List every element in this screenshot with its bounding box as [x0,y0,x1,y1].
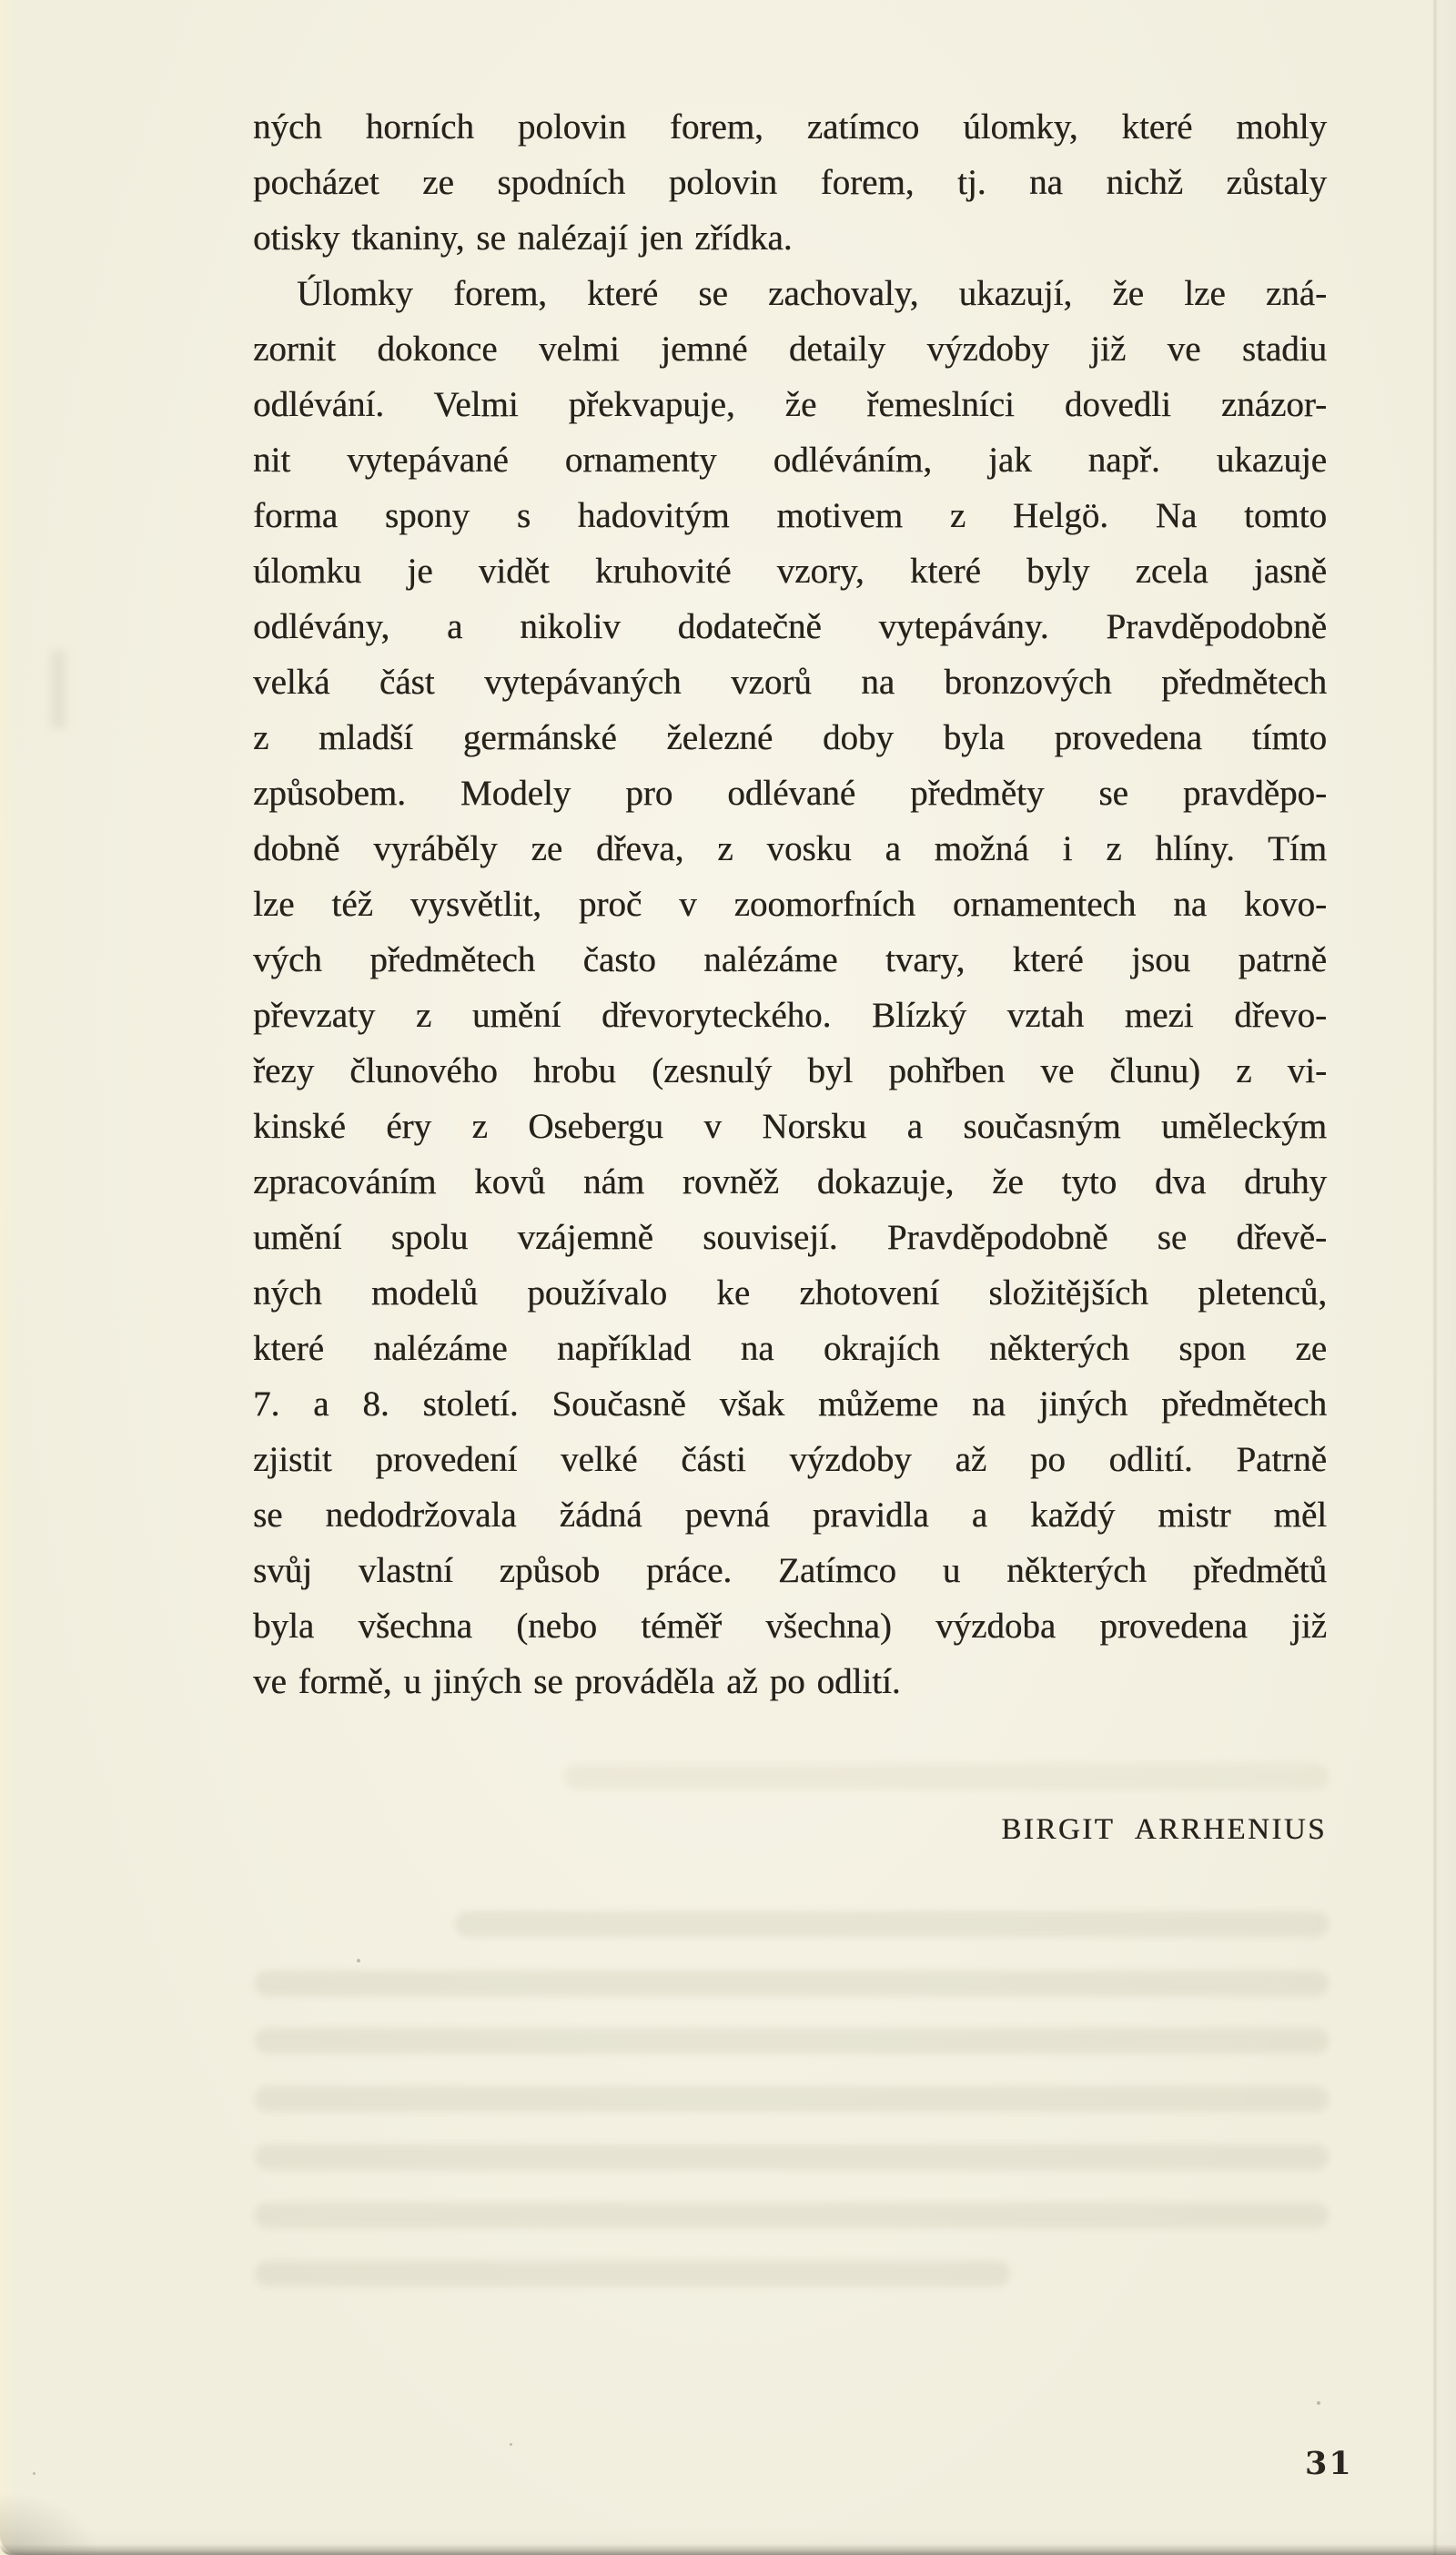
text-line: způsobem. Modely pro odlévané předměty se pravděpo- [253,774,1327,813]
show-through-line [255,2203,1329,2228]
text-line: umění spolu vzájemně souvisejí. Pravděpodobně se dřevě- [253,1218,1327,1257]
text-line: se nedodržovala žádná pevná pravidla a každý mistr měl [253,1495,1327,1535]
text-line: velká část vytepávaných vzorů na bronzových předmětech [253,663,1327,702]
text-line: odlévány, a nikoliv dodatečně vytepávány. Pravděpodobně [253,607,1327,646]
paper-speck [1317,2401,1320,2405]
text-line: 7. a 8. století. Současně však můžeme na jiných předmětech [253,1384,1327,1424]
text-line: nit vytepávané ornamenty odléváním, jak např. ukazuje [253,441,1327,480]
paper-speck [510,2443,512,2446]
paragraph [253,266,1327,1709]
body-text [253,99,1327,1709]
text-line: ve formě, u jiných se prováděla až po odlití. [253,1662,901,1701]
show-through-line [255,2144,1329,2170]
show-through-line [255,2261,1010,2286]
text-line: zjistit provedení velké části výzdoby až po odlití. Patrně [253,1440,1327,1479]
text-line: Úlomky forem, které se zachovaly, ukazují, že lze zná- [297,274,1327,313]
text-line: pocházet ze spodních polovin forem, tj. na nichž zůstaly [253,163,1327,202]
text-line: kinské éry z Osebergu v Norsku a současným uměleckým [253,1107,1327,1146]
text-line: vých předmětech často nalézáme tvary, které jsou patrně [253,940,1327,979]
text-line: odlévání. Velmi překvapuje, že řemeslníci dovedli znázor- [253,385,1327,424]
text-line: převzaty z umění dřevoryteckého. Blízký vztah mezi dřevo- [253,996,1327,1035]
page-bottom-edge [0,2544,1456,2555]
text-line: ných modelů používalo ke zhotovení složitějších pletenců, [253,1273,1327,1313]
corner-shadow [0,2491,100,2555]
text-line: zornit dokonce velmi jemné detaily výzdoby již ve stadiu [253,330,1327,369]
paper-speck [33,2472,35,2475]
show-through-line [255,2086,1329,2112]
show-through-line [255,1971,1329,1996]
text-line: řezy člunového hrobu (zesnulý byl pohřben ve člunu) z vi- [253,1051,1327,1090]
text-line: úlomku je vidět kruhovité vzory, které byly zcela jasně [253,552,1327,591]
page-crease [1432,0,1438,2555]
show-through-line [255,2028,1329,2053]
ink-smudge [51,651,66,728]
author-name: BIRGIT ARRHENIUS [1001,1813,1327,1846]
text-line: ných horních polovin forem, zatímco úlomky, které mohly [253,107,1327,147]
text-line: otisky tkaniny, se nalézají jen zřídka. [253,218,793,258]
show-through-line [455,1911,1329,1937]
show-through-line [564,1764,1329,1790]
text-line: dobně vyráběly ze dřeva, z vosku a možná i z hlíny. Tím [253,829,1327,868]
text-line: lze též vysvětlit, proč v zoomorfních ornamentech na kovo- [253,885,1327,924]
text-line: svůj vlastní způsob práce. Zatímco u některých předmětů [253,1551,1327,1590]
paragraph [253,99,1327,266]
text-line: které nalézáme například na okrajích některých spon ze [253,1329,1327,1368]
page-number: 31 [1305,2445,1353,2482]
paper-speck [357,1959,360,1962]
text-line: forma spony s hadovitým motivem z Helgö. Na tomto [253,496,1327,535]
text-line: z mladší germánské železné doby byla provedena tímto [253,718,1327,757]
text-line: byla všechna (nebo téměř všechna) výzdoba provedena již [253,1607,1327,1646]
text-line: zpracováním kovů nám rovněž dokazuje, že tyto dva druhy [253,1162,1327,1201]
